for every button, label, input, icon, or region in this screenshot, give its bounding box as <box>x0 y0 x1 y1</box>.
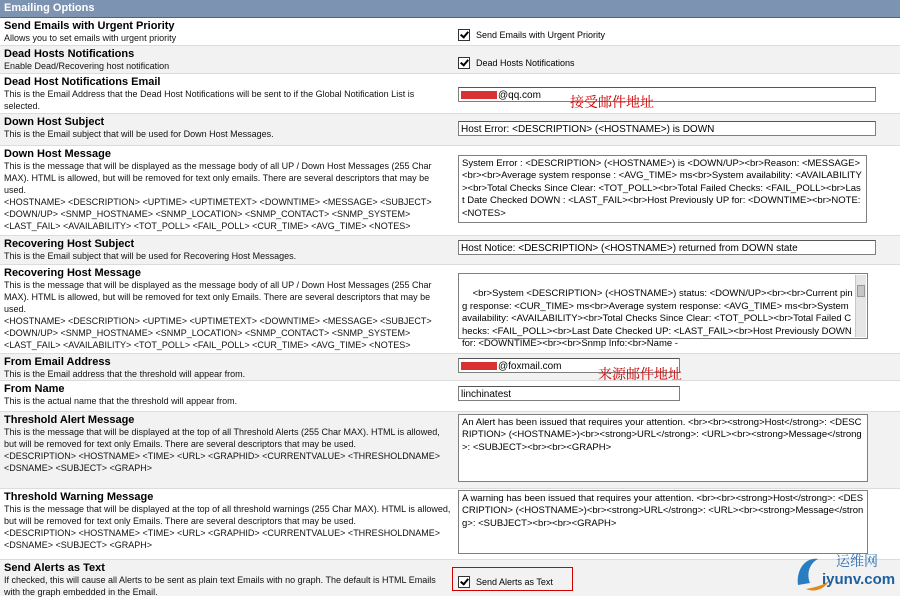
threshold-alert-desc: This is the message that will be displayed at the top of all Threshold Alerts (255 Char MAX). HTML is allowed, but will be removed for text only Emails. There are several descriptors that may be used. <box>4 427 440 449</box>
dead-hosts-checkbox-label[interactable]: Dead Hosts Notifications <box>476 57 575 68</box>
down-message-desc: This is the message that will be displayed as the message body of all UP / Down Host Messages (255 Char MAX). HTML is allowed, but will be removed for text only emails. There are several descriptors that may be used. <box>4 161 432 195</box>
down-subject-input[interactable]: Host Error: <DESCRIPTION> (<HOSTNAME>) is DOWN <box>458 121 876 136</box>
dead-email-input[interactable]: @qq.com <box>458 87 876 102</box>
redaction-mark <box>461 91 497 99</box>
watermark-url: iyunv.com <box>822 571 896 588</box>
threshold-alert-descriptors: <DESCRIPTION> <HOSTNAME> <TIME> <URL> <GRAPHID> <CURRENTVALUE> <THRESHOLDNAME> <DSNAME> <SUBJECT> <GRAPH> <box>4 451 440 473</box>
from-email-desc: This is the Email address that the threshold will appear from. <box>4 369 246 379</box>
dead-hosts-control <box>458 54 575 72</box>
recover-message-scrollbar[interactable] <box>855 275 866 337</box>
row-from-name <box>0 381 900 412</box>
redaction-mark <box>461 362 497 370</box>
threshold-warning-descriptors: <DESCRIPTION> <HOSTNAME> <TIME> <URL> <GRAPHID> <CURRENTVALUE> <THRESHOLDNAME> <DSNAME> <SUBJECT> <GRAPH> <box>4 528 440 550</box>
dead-hosts-checkbox[interactable] <box>458 57 470 69</box>
row-alerts-text <box>0 560 900 596</box>
urgent-control <box>458 26 605 44</box>
row-recover-subject <box>0 236 900 265</box>
row-recover-message <box>0 265 900 354</box>
section-header <box>0 0 900 18</box>
from-name-title: From Name <box>4 383 65 395</box>
threshold-alert-textarea[interactable]: An Alert has been issued that requires your attention. <br><br><strong>Host</strong>: <DESCRIPTION> (<HOSTNAME>)<br><strong>URL</strong>: <URL><br><strong>Message</strong>: <SUBJECT><br><br><GRAPH> <box>458 414 868 482</box>
alerts-text-title: Send Alerts as Text <box>4 562 105 574</box>
down-message-title: Down Host Message <box>4 148 111 160</box>
alerts-text-control <box>458 573 553 591</box>
urgent-checkbox[interactable] <box>458 29 470 41</box>
row-dead-email <box>0 74 900 114</box>
section-title: Emailing Options <box>4 2 95 14</box>
from-email-input[interactable]: @foxmail.com <box>458 358 680 373</box>
threshold-warning-textarea[interactable]: A warning has been issued that requires your attention. <br><br><strong>Host</strong>: <DESCRIPTION> (<HOSTNAME>)<br><strong>URL</strong>: <URL><br><strong>Message</strong>: <SUBJECT><br><br><GRAPH> <box>458 490 868 554</box>
recover-message-desc: This is the message that will be displayed as the message body of all UP / Down Host Messages (255 Char MAX). HTML is allowed, but will be removed for text only Emails. There are several descriptors that may be used. <box>4 280 432 314</box>
from-email-annotation: 来源邮件地址 <box>598 367 682 383</box>
row-down-subject <box>0 114 900 146</box>
recover-subject-desc: This is the Email subject that will be used for Recovering Host Messages. <box>4 251 297 261</box>
scrollbar-thumb[interactable] <box>857 285 865 297</box>
watermark <box>792 549 900 595</box>
row-from-email <box>0 354 900 381</box>
urgent-desc: Allows you to set emails with urgent priority <box>4 33 177 43</box>
row-threshold-alert <box>0 412 900 489</box>
row-urgent-priority <box>0 18 900 46</box>
down-subject-desc: This is the Email subject that will be used for Down Host Messages. <box>4 129 274 139</box>
row-down-message <box>0 146 900 236</box>
down-subject-title: Down Host Subject <box>4 116 105 128</box>
recover-subject-title: Recovering Host Subject <box>4 238 135 250</box>
from-name-input[interactable]: linchinatest <box>458 386 680 401</box>
threshold-alert-title: Threshold Alert Message <box>4 414 135 426</box>
from-email-title: From Email Address <box>4 356 111 368</box>
recover-message-descriptors: <HOSTNAME> <DESCRIPTION> <UPTIME> <UPTIMETEXT> <DOWNTIME> <MESSAGE> <SUBJECT> <DOWN/UP> <SNMP_HOSTNAME> <SNMP_LOCATION> <SNMP_CONTACT> <SNMP_SYSTEM> <LAST_FAIL> <AVAILABILITY> <TOT_POLL> <FAIL_POLL> <CUR_TIME> <AVG_TIME> <NOTES> <box>4 316 432 350</box>
watermark-cn: 运维网 <box>836 554 878 570</box>
from-name-desc: This is the actual name that the threshold will appear from. <box>4 396 238 406</box>
row-dead-hosts <box>0 46 900 74</box>
dead-email-annotation: 接受邮件地址 <box>570 95 654 111</box>
threshold-warning-title: Threshold Warning Message <box>4 491 154 503</box>
down-message-descriptors: <HOSTNAME> <DESCRIPTION> <UPTIME> <UPTIMETEXT> <DOWNTIME> <MESSAGE> <SUBJECT> <DOWN/UP> <SNMP_HOSTNAME> <SNMP_LOCATION> <SNMP_CONTACT> <SNMP_SYSTEM> <LAST_FAIL> <AVAILABILITY> <TOT_POLL> <FAIL_POLL> <CUR_TIME> <AVG_TIME> <NOTES> <box>4 197 432 231</box>
down-message-textarea[interactable]: System Error : <DESCRIPTION> (<HOSTNAME>) is <DOWN/UP><br>Reason: <MESSAGE><br><br>Average system response : <AVG_TIME> ms<br>System availability: <AVAILABILITY><br>Total Checks Since Clear: <TOT_POLL><br>Total Failed Checks: <FAIL_POLL><br>Last Date Checked DOWN : <LAST_FAIL><br>Host Previously UP for: <DOWNTIME><br>NOTE: <NOTES> <box>458 155 867 223</box>
dead-email-title: Dead Host Notifications Email <box>4 76 161 88</box>
dead-hosts-title: Dead Hosts Notifications <box>4 48 135 60</box>
dead-email-desc: This is the Email Address that the Dead Host Notifications will be sent to if the Global Notification List is selected. <box>4 89 415 111</box>
row-threshold-warning <box>0 489 900 560</box>
recover-subject-input[interactable]: Host Notice: <DESCRIPTION> (<HOSTNAME>) returned from DOWN state <box>458 240 876 255</box>
recover-message-textarea[interactable]: <br>System <DESCRIPTION> (<HOSTNAME>) status: <DOWN/UP><br><br>Current ping response: <CUR_TIME> ms<br>Average system response: <AVG_TIME> ms<br>System availability: <AVAILABILITY><br>Total Checks Since Clear: <TOT_POLL><br>Total Failed Checks: <FAIL_POLL><br>Last Date Checked UP: <LAST_FAIL><br>Host Previously DOWN for: <DOWNTIME><br><br>Snmp Info:<br>Name - <box>458 273 868 339</box>
threshold-warning-desc: This is the message that will be displayed at the top of all threshold warnings (255 Char MAX). HTML is allowed, but will be removed for text only Emails. There are several descriptors that may be used. <box>4 504 451 526</box>
dead-hosts-desc: Enable Dead/Recovering host notification <box>4 61 170 71</box>
alerts-text-desc: If checked, this will cause all Alerts to be sent as plain text Emails with no graph. The default is HTML Emails with the graph embedded in the Email. <box>4 575 436 597</box>
alerts-text-checkbox-label[interactable]: Send Alerts as Text <box>476 576 553 587</box>
urgent-checkbox-label[interactable]: Send Emails with Urgent Priority <box>476 29 606 40</box>
recover-message-title: Recovering Host Message <box>4 267 141 279</box>
urgent-title: Send Emails with Urgent Priority <box>4 20 175 32</box>
alerts-text-checkbox[interactable] <box>458 576 470 588</box>
